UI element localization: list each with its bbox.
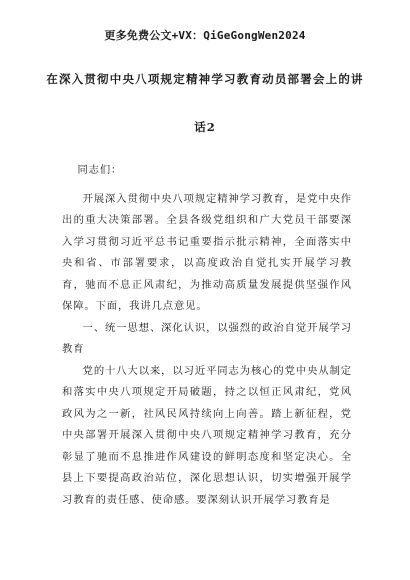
document-title-continued: 话2 — [194, 120, 216, 134]
greeting: 同志们： — [77, 164, 123, 176]
document-body — [62, 160, 352, 511]
section-heading-1: 一、统一思想、深化认识，以强烈的政治自觉开展学习教育 — [62, 321, 352, 355]
watermark-header: 更多免费公文+VX：QiGeGongWen2024 — [104, 29, 306, 42]
paragraph-section-1: 党的十八大以来，以习近平同志为核心的党中央从制定和落实中央八项规定开局破题，持之以恒正风肃纪，党风政风为之一新，社风民风持续向上向善。踏上新征程，党中央部署开展深入贯彻中央八项规定精神学习教育，充分彰显了驰而不息推进作风建设的鲜明态度和坚定决心。全县上下要提高政治站位，深化思想认识，切实增强开展学习教育的责任感、使命感。要深刻认识开展学习教育是 — [62, 364, 352, 506]
document-title: 在深入贯彻中央八项规定精神学习教育动员部署会上的讲 — [46, 72, 364, 86]
paragraph-intro: 开展深入贯彻中央八项规定精神学习教育，是党中央作出的重大决策部署。全县各级党组织和广大党员干部要深入学习贯彻习近平总书记重要指示批示精神，全面落实中央和省、市部署要求，以高度政治自觉扎实开展学习教育，驰而不息正风肃纪，为推动高质量发展提供坚强作风保障。下面，我讲几点意见。 — [62, 192, 352, 312]
